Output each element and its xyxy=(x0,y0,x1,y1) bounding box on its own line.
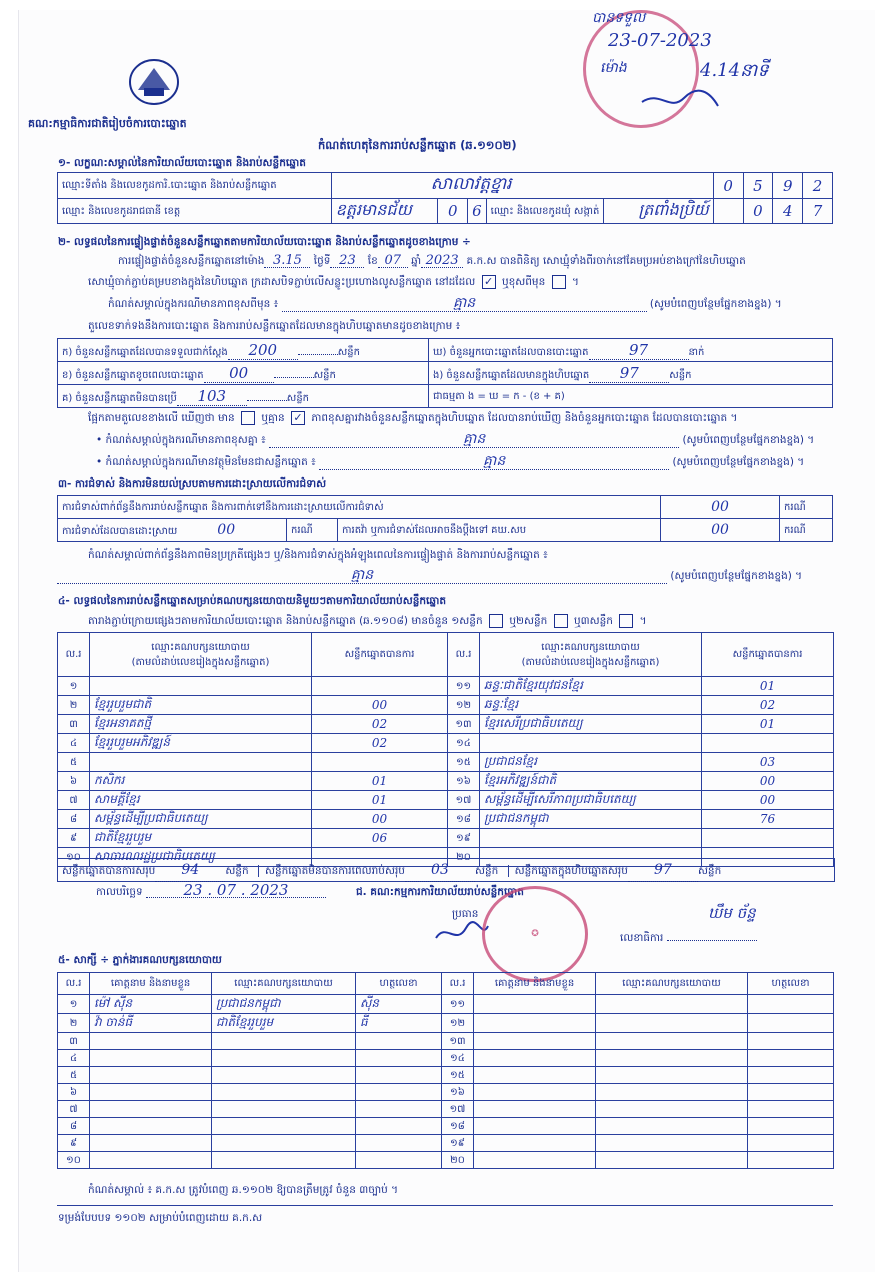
witness-row xyxy=(58,1135,834,1152)
verify-sentence xyxy=(118,254,746,268)
commune-label: ឈ្មោះ និងលេខកូដឃុំ សង្កាត់ xyxy=(486,199,604,223)
col-votes: សន្លឹកឆ្នោតបានការ xyxy=(312,633,448,677)
row-no: ១៦ xyxy=(450,1086,465,1098)
secretary-signature: ឃឹម ច័ន្ទ xyxy=(708,904,756,922)
col-sign: ហត្ថលេខា xyxy=(748,973,834,995)
result-row xyxy=(58,753,834,772)
site-code-digit: 5 xyxy=(753,176,763,195)
section3-heading: ៣- ការជំទាស់ និងការមិនយល់ស្របតាមការដោះស្រាយលើការជំទាស់ xyxy=(58,478,327,490)
objection-table xyxy=(57,495,833,542)
row-no: ១០ xyxy=(66,1154,81,1166)
commune-value: ត្រពាំងប្រិយ៍ xyxy=(638,200,709,219)
row-no: ៤ xyxy=(69,737,78,749)
figure-unit: សន្លឹក xyxy=(669,369,692,381)
row-no: ៩ xyxy=(69,832,78,844)
resolved-value: 00 xyxy=(217,521,236,538)
party-name: សាមគ្គីខ្មែរ xyxy=(94,792,140,806)
party-name: កសិករ xyxy=(94,773,125,787)
province-code-digit: 6 xyxy=(472,202,482,220)
result-row xyxy=(58,829,834,848)
figure-unit: សន្លឹក xyxy=(286,392,310,404)
row-no: ១ xyxy=(69,680,78,692)
row-no: ៨ xyxy=(69,813,78,825)
vote-count: 02 xyxy=(371,736,388,750)
row-no: ៧ xyxy=(69,794,78,806)
row-no: ៦ xyxy=(69,1086,78,1098)
compare-text: ភាពខុសគ្នារវាងចំនួនសន្លឹកឆ្នោតក្នុងហិបឆ្នោត ដែលបានរាប់ឃើញ និងចំនួនអ្នកបោះឆ្នោត ដែលបានបោះឆ្នោត ។ xyxy=(311,412,738,424)
figures-table xyxy=(57,338,833,408)
row-no: ៣ xyxy=(69,1035,78,1047)
secretary-line xyxy=(620,932,757,945)
receipt-time-label: ម៉ោង xyxy=(600,60,627,76)
compare-text: ផ្អែកតាមតួលេខខាងលើ ឃើញថា មាន xyxy=(88,412,235,424)
row-no: ១៧ xyxy=(455,794,472,806)
party-name: ខ្មែរអនាគតថ្មី xyxy=(94,716,152,730)
witness-row xyxy=(58,1084,834,1101)
irregularity-note xyxy=(57,569,802,584)
witness-name: ម៉ៅ ស៊ីន xyxy=(94,996,133,1010)
figures-row xyxy=(58,339,833,362)
section5-heading: ៥- សាក្សី ÷ ភ្នាក់ងារគណបក្សនយោបាយ xyxy=(58,954,222,966)
figure-unit: សន្លឹក xyxy=(337,346,360,358)
receipt-label: បានទទួល xyxy=(592,10,646,26)
vote-count: 00 xyxy=(759,793,776,807)
verify-text: គ.ក.ស បានពិនិត្យ សោឃ្មុំទាំងពីរចាក់នៅគែមប្រអប់ខាងក្រៅនៃហិបឆ្នោត xyxy=(466,255,746,267)
resolved-unit: ករណី xyxy=(287,519,338,542)
vote-count: 01 xyxy=(371,774,388,788)
witness-name: វ៉ា ចាន់ធី xyxy=(94,1015,133,1029)
diff-note xyxy=(96,433,814,448)
province-label: ឈ្មោះ និងលេខកូដរាជធានី ខេត្ត xyxy=(58,199,332,224)
annex-3-checkbox[interactable] xyxy=(619,614,633,628)
appeal-unit: ករណី xyxy=(780,519,833,542)
row-no: ១១ xyxy=(449,998,466,1010)
signing-date xyxy=(96,881,326,899)
party-name: ឆន្ទៈជាតិខ្មែរយុវជនខ្មែរ xyxy=(484,678,583,692)
foreign-note-value: គ្មាន xyxy=(482,453,506,469)
party-name: ប្រជាជនខ្មែរ xyxy=(484,754,538,768)
col-name: គោត្តនាម និងនាមខ្លួន xyxy=(90,973,212,995)
witness-party: ប្រជាជនកម្ពុជា xyxy=(216,996,281,1010)
vote-count: 00 xyxy=(759,774,776,788)
vote-count: 03 xyxy=(759,755,776,769)
section4-heading: ៤- លទ្ធផលនៃការរាប់សន្លឹកឆ្នោតសម្រាប់គណបក្សនយោបាយនិមួយៗតាមការិយាល័យរាប់សន្លឹកឆ្នោត xyxy=(58,595,447,607)
row-no: ១៥ xyxy=(450,1069,465,1081)
annex-sentence: តារាងភ្ជាប់ក្រោយផ្សេងៗតាមការិយាល័យបោះឆ្នោត និងរាប់សន្លឹកឆ្នោត (ឆ.១១០៨) មានចំនួន ១សន្លឹក ឬ២សន្លឹក ឬ៣សន្លឹក ។ xyxy=(88,615,647,627)
result-row xyxy=(58,677,834,696)
row-no: ៨ xyxy=(69,1120,78,1132)
party-name: ខ្មែរសេរីប្រជាធិបតេយ្យ xyxy=(484,716,583,730)
party-name: ខ្មែររួបរួមអភិវឌ្ឍន៍ xyxy=(94,735,170,749)
objection-label: ការជំទាស់ពាក់ព័ន្ធនឹងការរាប់សន្លឹកឆ្នោត និងការពាក់ទៅនឹងការដោះស្រាយលើការជំទាស់ xyxy=(58,496,661,519)
results-table xyxy=(57,632,834,867)
foreign-note-hint: (សូមបំពេញបន្ថែមផ្នែកខាងខ្នង) ។ xyxy=(672,456,805,468)
witness-party: ជាតិខ្មែររួបរួម xyxy=(216,1015,274,1029)
figure-value: 200 xyxy=(228,341,298,360)
row-no: ១១ xyxy=(455,680,472,692)
no-diff-checkbox[interactable] xyxy=(291,411,305,425)
province-value: ឧត្តរមានជ័យ xyxy=(335,200,412,219)
seal-text: សោឃ្មុំចាក់ភ្ជាប់គម្របខាងក្នុងនៃហិបឆ្នោត ក្រដាសបិទភ្ជាប់លើសន្លូះប្រហោងលូសន្លឹកឆ្នោត នៅដដែល xyxy=(88,276,476,288)
footer-divider xyxy=(57,1205,833,1206)
witness-row xyxy=(58,1014,834,1033)
result-row xyxy=(58,810,834,829)
col-party-sub: (តាមលំដាប់លេខរៀងក្នុងសន្លឹកឆ្នោត) xyxy=(521,656,660,668)
check-mark-icon: ✓ xyxy=(483,275,494,288)
witness-row xyxy=(58,1118,834,1135)
vote-count: 02 xyxy=(371,717,388,731)
row-no: ២០ xyxy=(450,1154,465,1166)
row-no: ១២ xyxy=(455,699,472,711)
annex-2-checkbox[interactable] xyxy=(554,614,568,628)
org-line: គណ:កម្មាធិការជាតិរៀបចំការបោះឆ្នោត xyxy=(28,117,187,130)
total-invalid-value: 03 xyxy=(405,859,475,882)
section1-heading: ១- លក្ខណ:សម្គាល់នៃការិយាល័យបោះឆ្នោត និងរាប់សន្លឹកឆ្នោត xyxy=(58,157,306,169)
row-no: ៩ xyxy=(69,1137,78,1149)
party-name: ជាតិខ្មែររួបរួម xyxy=(94,830,152,844)
figures-row xyxy=(58,362,833,385)
witness-row xyxy=(58,1101,834,1118)
commune-code-digit: 7 xyxy=(812,202,823,220)
result-row xyxy=(58,715,834,734)
vote-count: 76 xyxy=(759,812,776,826)
objection-unit: ករណី xyxy=(780,496,833,519)
diff-note-label: • កំណត់សម្គាល់ក្នុងករណីមានភាពខុសគ្នា ៖ xyxy=(96,434,266,446)
site-value: សាលាវត្តខ្នារ xyxy=(430,174,512,194)
totals-row xyxy=(57,858,835,882)
vote-count: 00 xyxy=(371,812,388,826)
row-no: ២ xyxy=(69,1017,78,1029)
col-no: ល.រ xyxy=(448,633,480,677)
result-row xyxy=(58,791,834,810)
province-code-digit: 0 xyxy=(447,202,458,220)
row-no: ១៤ xyxy=(456,737,471,749)
witness-row xyxy=(58,1152,834,1169)
verify-text: ឆ្នាំ xyxy=(411,255,422,267)
row-no: ៧ xyxy=(69,1103,78,1115)
official-seal: ✪ xyxy=(482,886,588,982)
chief-label: ប្រធាន xyxy=(452,908,479,920)
party-name: ខ្មែររួបរួមជាតិ xyxy=(94,697,152,711)
figures-intro: តួលេខទាក់ទងនឹងការបោះឆ្នោត និងការរាប់សន្លឹកឆ្នោតដែលមានក្នុងហិបឆ្នោតមានដូចខាងក្រោម ៖ xyxy=(88,320,461,332)
row-no: ១៦ xyxy=(456,775,471,787)
witness-row xyxy=(58,1050,834,1067)
annex-1-checkbox[interactable] xyxy=(489,614,503,628)
changed-label: ឬខុសពីមុន xyxy=(501,276,546,288)
foreign-note xyxy=(96,455,804,470)
site-label: ឈ្មោះទីតាំង និងលេខកូដការិ.បោះឆ្នោត និងរាប់សន្លឹកឆ្នោត xyxy=(58,173,332,199)
resolved-label: ការជំទាស់ដែលបានដោះស្រាយ xyxy=(62,525,178,537)
secretary-label: លេខាធិការ xyxy=(620,932,664,944)
party-name: ខ្មែរអភិវឌ្ឍន៍ជាតិ xyxy=(484,773,557,787)
col-votes: សន្លឹកឆ្នោតបានការ xyxy=(702,633,834,677)
seal-note-label: កំណត់សម្គាល់ក្នុងករណីមានភាពខុសពីមុន ៖ xyxy=(108,298,279,310)
annex-text: តារាងភ្ជាប់ក្រោយផ្សេងៗតាមការិយាល័យបោះឆ្នោត និងរាប់សន្លឹកឆ្នោត (ឆ.១១០៨) មានចំនួន ១សន្លឹក xyxy=(88,615,483,627)
receipt-signature-icon xyxy=(640,88,720,114)
receipt-time: 4.14នាទី xyxy=(700,60,769,81)
figure-label: ខ) ចំនួនសន្លឹកឆ្នោតខូចពេលបោះឆ្នោត xyxy=(62,369,204,381)
witness-signature: ធី xyxy=(360,1015,368,1029)
seal-note xyxy=(108,297,782,312)
figure-value: 103 xyxy=(177,387,247,406)
party-name: សាធារណរដ្ឋប្រជាធិបតេយ្យ xyxy=(94,849,215,863)
col-party: ឈ្មោះគណបក្សនយោបាយ xyxy=(212,973,356,995)
date-value: 23 . 07 . 2023 xyxy=(146,884,326,898)
seal-note-hint: (សូមបំពេញបន្ថែមផ្នែកខាងខ្នង) ។ xyxy=(649,298,782,310)
col-no: ល.រ xyxy=(58,633,90,677)
col-sign: ហត្ថលេខា xyxy=(356,973,442,995)
objection-value: 00 xyxy=(711,499,729,515)
row-no: ៦ xyxy=(69,775,78,787)
foreign-note-label: • កំណត់សម្គាល់ក្នុងករណីមានវត្ថុមិនមែនជាសន្លឹកឆ្នោត ៖ xyxy=(96,456,316,468)
row-no: ១ xyxy=(69,998,78,1010)
appeal-label: ការតវ៉ា ឬការជំទាស់ដែលអាចនឹងប្តឹងទៅ គឃ.សប xyxy=(338,519,661,542)
vote-count: 02 xyxy=(759,698,776,712)
witness-row xyxy=(58,1033,834,1050)
vote-count: 01 xyxy=(759,717,776,731)
row-no: ១៣ xyxy=(449,1035,466,1047)
irregularity-note-value: គ្មាន xyxy=(350,567,374,583)
receipt-date: 23-07-2023 xyxy=(608,30,712,51)
row-no: ៤ xyxy=(69,1052,78,1064)
figure-label: ឃ) ចំនួនអ្នកបោះឆ្នោតដែលបានបោះឆ្នោត xyxy=(433,346,589,358)
footer-note: កំណត់សម្គាល់ ៖ គ.ក.ស ត្រូវបំពេញ ឆ.១១០២ ឱ្យបានត្រឹមត្រូវ ចំនួន ៣ច្បាប់ ។ xyxy=(88,1184,399,1196)
result-row xyxy=(58,696,834,715)
vote-count: 06 xyxy=(371,831,388,845)
seal-note-value: គ្មាន xyxy=(452,295,476,311)
figure-formula: ជាធម្មតា ង = ឃ = ក - (ខ + គ) xyxy=(433,390,565,402)
verify-text: ថ្ងៃទី xyxy=(313,255,331,267)
party-name: ប្រជាជនកម្ពុជា xyxy=(484,811,549,825)
figure-label: ង) ចំនួនសន្លឹកឆ្នោតដែលមានក្នុងហិបឆ្នោត xyxy=(433,369,590,381)
row-no: ២ xyxy=(69,699,78,711)
row-no: ១៧ xyxy=(449,1103,466,1115)
row-no: ១០ xyxy=(66,851,81,863)
vote-count: 01 xyxy=(759,679,776,693)
col-party: ឈ្មោះគណបក្សនយោបាយ xyxy=(596,973,748,995)
diff-note-hint: (សូមបំពេញបន្ថែមផ្នែកខាងខ្នង) ។ xyxy=(682,434,815,446)
col-party: ឈ្មោះគណបក្សនយោបាយ xyxy=(541,641,640,653)
verify-text: ខែ xyxy=(367,255,378,267)
row-no: ១៩ xyxy=(456,832,471,844)
section1-table xyxy=(57,172,833,224)
same-checkbox[interactable] xyxy=(482,275,496,289)
annex-text: ឬ២សន្លឹក xyxy=(509,615,548,627)
total-invalid-label: សន្លឹកឆ្នោតមិនបានការពេលរាប់សរុប xyxy=(258,865,405,877)
figure-value: 97 xyxy=(589,364,669,383)
total-box-value: 97 xyxy=(628,859,698,882)
irregularity-note-hint: (សូមបំពេញបន្ថែមផ្នែកខាងខ្នង) ។ xyxy=(670,570,803,582)
figure-unit: នាក់ xyxy=(688,346,705,358)
site-code-digit: 2 xyxy=(812,176,823,195)
col-no: ល.រ xyxy=(442,973,474,995)
row-no: ៥ xyxy=(69,1069,78,1081)
total-valid-value: 94 xyxy=(155,859,225,882)
check-mark-icon: ✓ xyxy=(293,411,303,424)
figures-row xyxy=(58,385,833,408)
row-no: ១៤ xyxy=(450,1052,465,1064)
col-party: ឈ្មោះគណបក្សនយោបាយ xyxy=(151,641,250,653)
total-box-unit: សន្លឹក xyxy=(697,865,722,877)
verify-text: ការផ្ទៀងផ្ទាត់ចំនួនសន្លឹកឆ្នោតនៅម៉ោង xyxy=(118,255,265,267)
figure-unit: សន្លឹក xyxy=(313,369,336,381)
committee-label: ជ. គណ:កម្មការការិយាល័យរាប់សន្លឹកឆ្នោត xyxy=(356,886,524,898)
party-name: ឆន្ទៈខ្មែរ xyxy=(484,697,519,711)
result-row xyxy=(58,772,834,791)
figure-value: 97 xyxy=(589,341,689,360)
section2-heading: ២- លទ្ធផលនៃការផ្ទៀងផ្ទាត់ចំនួនសន្លឹកឆ្នោតតាមការិយាល័យបោះឆ្នោត និងរាប់សន្លឹកឆ្នោតដូចខាងក្រោម ÷ xyxy=(58,236,471,248)
figure-value: 00 xyxy=(204,364,274,383)
total-valid-label: សន្លឹកឆ្នោតបានការសរុប xyxy=(62,865,156,877)
commune-code-digit: 0 xyxy=(753,202,763,220)
row-no: ៣ xyxy=(69,718,78,730)
verify-time: 3.15 xyxy=(264,254,310,268)
row-no: ១៨ xyxy=(450,1120,465,1132)
changed-checkbox[interactable] xyxy=(552,275,566,289)
irregularity-note-label: កំណត់សម្គាល់ពាក់ព័ន្ធនឹងភាពមិនប្រក្រតីផ្សេងៗ ឬ/និងការជំទាស់ក្នុងអំឡុងពេលនៃការផ្ទៀងផ្ទាត់ និងការរាប់សន្លឹកឆ្នោត ៖ xyxy=(88,549,548,561)
annex-text: ឬ៣សន្លឹក xyxy=(573,615,613,627)
witness-signature: ស៊ីន xyxy=(360,996,380,1010)
witness-row xyxy=(58,1067,834,1084)
row-no: ១៨ xyxy=(456,813,471,825)
compare-sentence xyxy=(88,411,737,425)
party-name: សម្ព័ន្ធដើម្បីសេរីភាពប្រជាធិបតេយ្យ xyxy=(484,792,636,806)
diff-note-value: គ្មាន xyxy=(463,431,486,447)
col-name: គោត្តនាម និងនាមខ្លួន xyxy=(474,973,596,995)
figure-label: គ) ចំនួនសន្លឹកឆ្នោតមិនបានប្រើ xyxy=(62,392,177,404)
compare-text: ឬគ្មាន xyxy=(261,412,285,424)
col-no: ល.រ xyxy=(58,973,90,995)
verify-month: 07 xyxy=(378,254,408,268)
vote-count: 00 xyxy=(371,698,388,712)
row-no: ១២ xyxy=(449,1017,466,1029)
total-valid-unit: សន្លឹក xyxy=(225,865,249,877)
site-code-digit: 0 xyxy=(723,176,733,195)
has-diff-checkbox[interactable] xyxy=(241,411,255,425)
verify-year: 2023 xyxy=(421,254,463,268)
form-code: ទម្រង់បែបបទ ១១០២ សម្រាប់បំពេញដោយ គ.ក.ស xyxy=(58,1212,263,1224)
party-name: សម្ព័ន្ធដើម្បីប្រជាធិបតេយ្យ xyxy=(94,811,208,825)
witness-row xyxy=(58,995,834,1014)
witness-table xyxy=(57,972,834,1169)
figure-label: ក) ចំនួនសន្លឹកឆ្នោតដែលបានទទួលជាក់ស្តែង xyxy=(62,346,228,358)
seal-sentence: សោឃ្មុំចាក់ភ្ជាប់គម្របខាងក្នុងនៃហិបឆ្នោត ក្រដាសបិទភ្ជាប់លើសន្លូះប្រហោងលូសន្លឹកឆ្នោត នៅដដែល ✓ ឬខុសពីមុន ។ xyxy=(88,275,579,288)
appeal-value: 00 xyxy=(711,522,729,538)
row-no: ៥ xyxy=(69,756,78,768)
row-no: ១៣ xyxy=(455,718,472,730)
row-no: ១៥ xyxy=(456,756,471,768)
row-no: ២០ xyxy=(456,851,471,863)
commune-code-digit: 4 xyxy=(782,202,793,220)
total-box-label: សន្លឹកឆ្នោតក្នុងហិបឆ្នោតសរុប xyxy=(508,865,628,877)
row-no: ១៩ xyxy=(450,1137,465,1149)
vote-count: 01 xyxy=(371,793,388,807)
result-row xyxy=(58,734,834,753)
page-title: កំណត់ហេតុនៃការរាប់សន្លឹកឆ្នោត (ឆ.១១០២) xyxy=(318,138,517,152)
site-code-digit: 9 xyxy=(782,176,793,195)
total-invalid-unit: សន្លឹក xyxy=(474,865,499,877)
nec-logo xyxy=(128,58,180,106)
col-party-sub: (តាមលំដាប់លេខរៀងក្នុងសន្លឹកឆ្នោត) xyxy=(131,656,270,668)
verify-day: 23 xyxy=(330,254,364,268)
date-label: កាលបរិច្ឆេទ xyxy=(96,886,143,898)
